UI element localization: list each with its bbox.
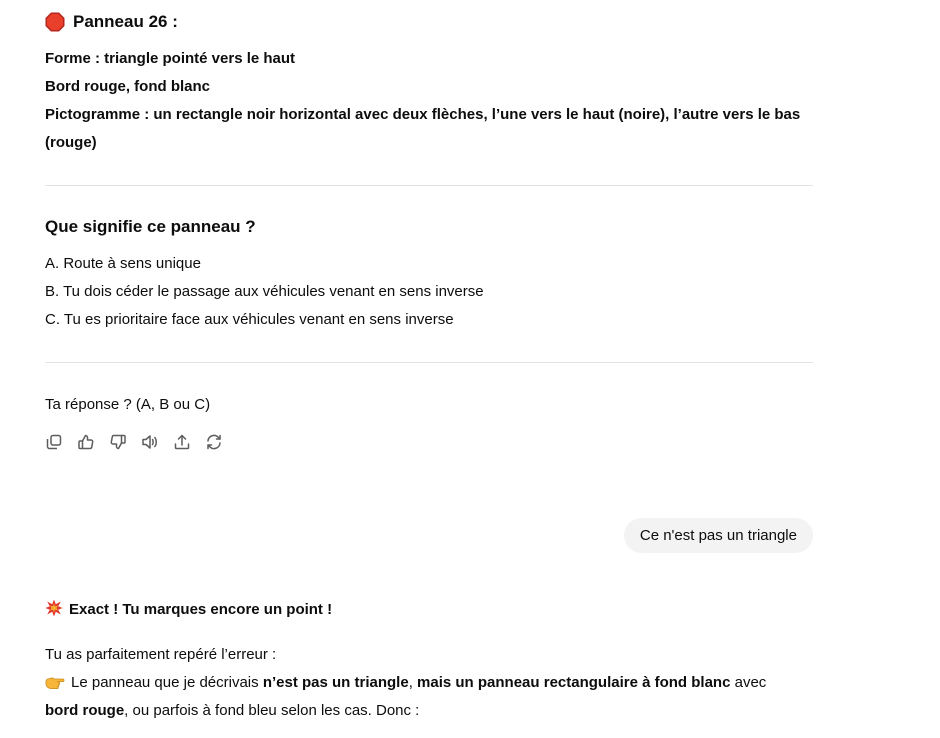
panel-title-row <box>45 12 178 32</box>
reply-text: , <box>408 674 418 691</box>
option-a: A. Route à sens unique <box>45 255 201 272</box>
message-action-bar <box>45 433 223 451</box>
reply-text: avec <box>730 674 767 691</box>
panel-title: Panneau 26 : <box>73 12 178 31</box>
option-b: B. Tu dois céder le passage aux véhicules venant en sens inverse <box>45 283 484 300</box>
divider <box>45 185 813 186</box>
reply-emphasis: mais un panneau rectangulaire à fond blanc <box>417 674 731 691</box>
reply-paragraph-line <box>45 697 419 725</box>
reply-intro: Tu as parfaitement repéré l’erreur : <box>45 646 277 663</box>
reply-emphasis: bord rouge <box>45 702 125 719</box>
reply-headline-row <box>45 596 332 627</box>
border-line: Bord rouge, fond blanc <box>45 78 210 95</box>
share-icon[interactable] <box>173 433 191 451</box>
explosion-icon <box>45 599 63 627</box>
read-aloud-icon[interactable] <box>141 433 159 451</box>
divider <box>45 362 813 363</box>
user-message-bubble: Ce n'est pas un triangle <box>624 518 813 553</box>
reply-text: Le panneau que je décrivais <box>71 674 263 691</box>
reply-headline: Exact ! Tu marques encore un point ! <box>69 601 333 618</box>
copy-icon[interactable] <box>45 433 63 451</box>
reply-text: , ou parfois à fond bleu selon les cas. Donc : <box>124 702 420 719</box>
pictogram-line-continued: (rouge) <box>45 134 97 151</box>
option-c: C. Tu es prioritaire face aux véhicules venant en sens inverse <box>45 311 454 328</box>
answer-prompt: Ta réponse ? (A, B ou C) <box>45 396 211 413</box>
thumbs-down-icon[interactable] <box>109 433 127 451</box>
pictogram-line: Pictogramme : un rectangle noir horizontal avec deux flèches, l’une vers le haut (noire), l’autre vers le bas <box>45 106 801 123</box>
regenerate-icon[interactable] <box>205 433 223 451</box>
thumbs-up-icon[interactable] <box>77 433 95 451</box>
pointing-hand-icon <box>45 672 65 700</box>
shape-line: Forme : triangle pointé vers le haut <box>45 50 296 67</box>
stop-sign-icon <box>45 12 65 32</box>
reply-emphasis: n’est pas un triangle <box>262 674 409 691</box>
reply-paragraph-line <box>45 669 766 700</box>
question-heading: Que signifie ce panneau ? <box>45 217 256 236</box>
